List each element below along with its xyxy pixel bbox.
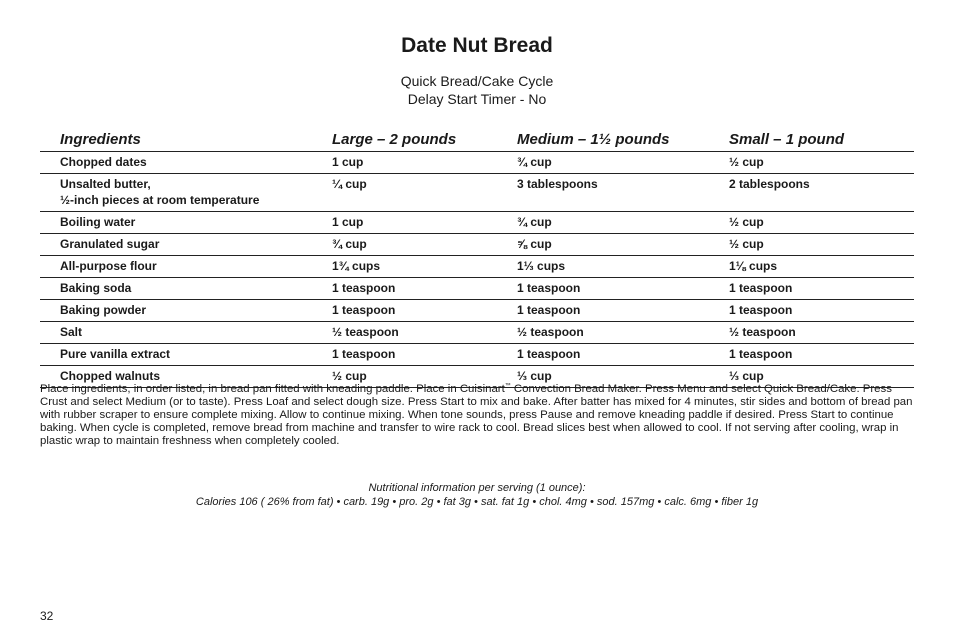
table-row	[40, 234, 914, 256]
small-amount-cell: ½ teaspoon	[729, 322, 914, 344]
table-header-row	[40, 126, 914, 152]
instructions-part1: Place ingredients, in order listed, in bread pan fitted with kneading paddle. Place in Cuisinart	[40, 382, 505, 395]
table-row	[40, 322, 914, 344]
large-amount-cell: 1¾ cups	[332, 256, 517, 278]
table-row	[40, 278, 914, 300]
medium-amount-cell: ¾ cup	[517, 212, 729, 234]
table-row	[40, 256, 914, 278]
medium-amount-cell: ½ teaspoon	[517, 322, 729, 344]
header-medium: Medium – 1½ pounds	[517, 126, 729, 152]
large-amount-cell: ¾ cup	[332, 234, 517, 256]
instructions-paragraph	[40, 380, 914, 448]
table-row	[40, 152, 914, 174]
large-amount-cell: ¼ cup	[332, 174, 517, 212]
ingredient-cell: Baking soda	[40, 278, 332, 300]
ingredient-cell	[40, 174, 332, 212]
table-row	[40, 344, 914, 366]
table-row	[40, 174, 914, 212]
medium-amount-cell: 1 teaspoon	[517, 278, 729, 300]
ingredient-cell: Granulated sugar	[40, 234, 332, 256]
medium-amount-cell: ¾ cup	[517, 152, 729, 174]
medium-amount-cell: 1 teaspoon	[517, 300, 729, 322]
medium-amount-cell: 1⅓ cups	[517, 256, 729, 278]
cycle-subtitle: Quick Bread/Cake Cycle	[400, 73, 554, 89]
ingredient-cell: Chopped walnuts	[40, 366, 332, 388]
large-amount-cell: 1 teaspoon	[332, 344, 517, 366]
small-amount-cell: ½ cup	[729, 234, 914, 256]
medium-amount-cell: 1 teaspoon	[517, 344, 729, 366]
page-title: Date Nut Bread	[401, 34, 553, 57]
nutrition-values: Calories 106 ( 26% from fat) • carb. 19g • pro. 2g • fat 3g • sat. fat 1g • chol. 4mg • sod. 157mg • calc. 6mg • fiber 1g	[195, 496, 759, 508]
table-row	[40, 212, 914, 234]
large-amount-cell: 1 teaspoon	[332, 300, 517, 322]
ingredient-cell: Salt	[40, 322, 332, 344]
ingredient-cell: Boiling water	[40, 212, 332, 234]
ingredient-cell: Pure vanilla extract	[40, 344, 332, 366]
trademark-symbol: ™	[504, 383, 511, 389]
instructions-part2: Convection Bread Maker. Press Menu and select Quick Bread/Cake. Press Crust and select Medium (or to taste). Press Loaf and select dough size. Press Start to mix and bake. After batter has mixed for 4 minutes, stir sides and bottom of bread pan with rubber scraper to ensure complete mixing. Allow to continue mixing. When tone sounds, press Pause and remove kneading paddle if desired. Press Start to continue baking. When cycle is completed, remove bread from machine and transfer to wire rack to cool. Bread slices best when allowed to cool. If not serving after cooling, wrap in plastic wrap to maintain freshness when completely cooled.	[40, 382, 913, 447]
large-amount-cell: 1 teaspoon	[332, 278, 517, 300]
ingredient-cell: Chopped dates	[40, 152, 332, 174]
large-amount-cell: 1 cup	[332, 212, 517, 234]
ingredient-line1: Unsalted butter,	[60, 177, 151, 191]
header-small: Small – 1 pound	[729, 126, 914, 152]
ingredients-table	[40, 126, 914, 388]
page-number: 32	[40, 609, 54, 623]
ingredient-cell: Baking powder	[40, 300, 332, 322]
timer-subtitle: Delay Start Timer - No	[407, 91, 547, 107]
small-amount-cell: 1 teaspoon	[729, 344, 914, 366]
medium-amount-cell: ⅓ cup	[517, 366, 729, 388]
header-ingredients: Ingredients	[40, 126, 332, 152]
large-amount-cell: ½ cup	[332, 366, 517, 388]
table-row	[40, 300, 914, 322]
small-amount-cell: 1 teaspoon	[729, 278, 914, 300]
large-amount-cell: ½ teaspoon	[332, 322, 517, 344]
small-amount-cell: 1 teaspoon	[729, 300, 914, 322]
header-large: Large – 2 pounds	[332, 126, 517, 152]
ingredient-cell: All-purpose flour	[40, 256, 332, 278]
nutrition-heading: Nutritional information per serving (1 ounce):	[368, 482, 586, 494]
large-amount-cell: 1 cup	[332, 152, 517, 174]
small-amount-cell: 1⅛ cups	[729, 256, 914, 278]
small-amount-cell: ½ cup	[729, 152, 914, 174]
small-amount-cell: ⅓ cup	[729, 366, 914, 388]
medium-amount-cell: ⅝ cup	[517, 234, 729, 256]
ingredient-line2: ½-inch pieces at room temperature	[60, 193, 260, 207]
small-amount-cell: ½ cup	[729, 212, 914, 234]
small-amount-cell: 2 tablespoons	[729, 174, 914, 212]
medium-amount-cell: 3 tablespoons	[517, 174, 729, 212]
